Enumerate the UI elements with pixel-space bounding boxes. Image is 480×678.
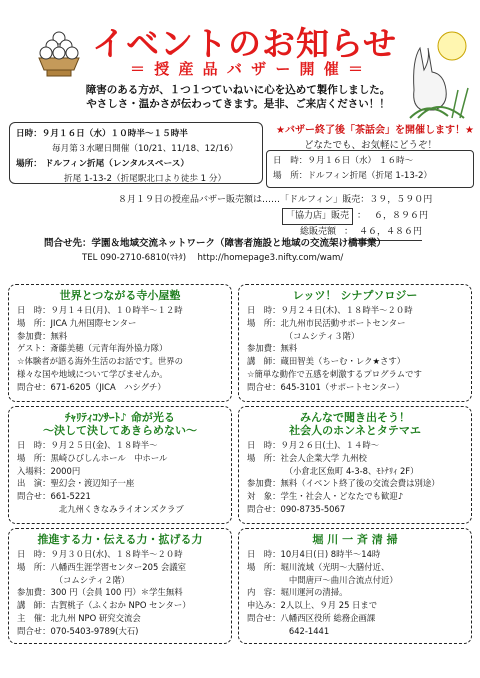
event-detail-line: 申込み：2人以上、９月 25 日まで	[247, 600, 378, 611]
tea-party-notice	[270, 124, 480, 137]
event-detail-line: 場 所：八幡西生涯学習センター205 会議室	[17, 561, 187, 572]
bazaar-place: 場所： ドルフィン折尾（レンタルスペース）	[16, 159, 189, 169]
event-detail-line: 内 容：堀川運河の清掃。	[247, 587, 348, 598]
page-subtitle: ＝ 授 産 品 バ ザ ー 開 催 ＝	[130, 60, 366, 78]
event-detail-line: 参加費：無料	[247, 343, 298, 354]
tea-headline: ★バザー終了後「茶話会」を開催します！★	[276, 125, 474, 136]
event-detail-line: 場 所：黒崎ひびしんホール 中ホール	[17, 452, 168, 463]
event-card	[238, 528, 472, 644]
event-card	[8, 528, 232, 644]
event-detail-line: 問合せ：661-5221	[17, 491, 91, 502]
event-detail-line: 様々な国や地域について学びませんか。	[17, 368, 168, 379]
event-detail-line: 日 時：９月３０日(水)、１８時半～２０時	[17, 549, 183, 559]
store-sales-row	[118, 208, 432, 225]
event-detail-line: 出 演：聖幻会・渡辺知子一座	[17, 478, 135, 489]
event-detail-line: 場 所：堀川流域（光明～大膳付近、	[247, 561, 390, 572]
bazaar-info-box	[9, 122, 263, 184]
event-detail-line: 642-1441	[247, 625, 330, 636]
event-title: 世界とつながる寺小屋塾	[59, 289, 181, 302]
event-detail-line: ゲスト：斎藤美穂（元青年海外協力隊）	[17, 343, 168, 354]
event-detail-line: （コムシティ３階）	[247, 330, 360, 341]
intro-text	[68, 83, 408, 111]
event-detail-line: 場 所：社会人企業大学 九州校	[247, 452, 367, 463]
event-detail-line: （コムシティ２階）	[17, 574, 130, 585]
event-card	[8, 284, 232, 402]
event-detail-line: 問合せ：070-5403-9789(大石)	[17, 625, 139, 636]
event-detail-line: 講 師：蔵田智美（ちーむ・レク★さす）	[247, 356, 406, 367]
intro-line: やさしさ・温かさが伝わってきます。是非、ご来店ください！！	[86, 98, 390, 110]
sales-report	[118, 193, 432, 241]
total-sales-label: 総販売額	[300, 227, 337, 237]
event-detail-line: 日 時：９月２５日(金)、１８時半～	[17, 440, 158, 450]
tea-date: 日 時：９月１６日（水） １６時～	[273, 156, 414, 166]
tea-info-box	[266, 150, 474, 188]
bazaar-address: 折尾 1-13-2（折尾駅北口より徒歩 1 分）	[64, 174, 227, 184]
event-detail-line: ☆簡単な動作で五感を刺激するプログラムです	[247, 368, 422, 379]
event-detail-line: 問合せ：671-6205（JICA ハシグチ）	[17, 381, 166, 392]
sales-line: ８月１９日の授産品バザー販売額は‥‥‥「ドルフィン」販売：３９，５９０円	[118, 195, 433, 205]
event-detail-line: 参加費：無料（イベント終了後の交流会費は別途）	[247, 478, 440, 489]
event-detail-line: 日 時：10月4日(日) 8時半～14時	[247, 549, 381, 559]
store-sales-value: ６，８９６円	[374, 211, 429, 221]
tea-place: 場 所：ドルフィン折尾（折尾 1-13-2）	[273, 171, 433, 181]
event-detail-line: 場 所：北九州市民活動サポートセンター	[247, 317, 406, 328]
event-detail-line: 日 時：９月１４日(月)、１０時半～１２時	[17, 305, 183, 315]
event-detail-line: 入場料：2000円	[17, 465, 81, 476]
event-title: 堀 川 一 斉 清 掃	[312, 533, 398, 546]
event-detail-line: 参加費：300 円（会員 100 円）＊学生無料	[17, 587, 183, 598]
event-detail-line: 問合せ：090-8735-5067	[247, 503, 346, 514]
event-detail-line: ☆体験者が語る海外生活のお話です。世界の	[17, 356, 183, 367]
total-sales-sep: ：	[344, 227, 354, 237]
event-title: ﾁｬﾘﾃｨｺﾝｻｰﾄ♪ 命が光る ～決して決してあきらめない～	[43, 411, 197, 437]
bazaar-date: 日時：９月１６日（水）１０時半～１５時半	[16, 129, 188, 139]
event-detail-line: 主 催：北九州 NPO 研究交流会	[17, 612, 141, 623]
event-detail-line: 参加費：無料	[17, 330, 68, 341]
event-detail-line: 日 時：９月２４日(木)、１８時半～２０時	[247, 305, 413, 315]
contact-tel-url[interactable]: TEL 090-2710-6810(ﾏｷﾀ) http://homepage3.nifty.com/wam/	[82, 253, 344, 263]
event-detail-line: 講 師：古賀桃子（ふくおか NPO センター）	[17, 600, 191, 611]
intro-line: 障害のある方が、１つ１つていねいに心を込めて製作しました。	[85, 84, 391, 96]
event-detail-line: 日 時：９月２６日(土)、１４時～	[247, 440, 380, 450]
event-detail-line: 対 象：学生・社会人・どなたでも歓迎♪	[247, 491, 404, 502]
event-title: レッツ！ シナプソロジー	[292, 289, 418, 302]
event-card	[8, 406, 232, 524]
event-card	[238, 406, 472, 524]
total-sales-value: ４６，４８６円	[353, 225, 422, 241]
page-title: イベントのお知らせ	[92, 24, 398, 63]
event-title: みんなで聞き出そう！ 社会人のホンネとタテマエ	[289, 411, 421, 437]
event-detail-line: 北九州くきなみライオンズクラブ	[17, 503, 184, 514]
moon-rabbit-illustration	[408, 30, 474, 120]
event-detail-line: 問合せ：645-3101（サポートセンター）	[247, 381, 404, 392]
event-detail-line: （小倉北区魚町 4-3-8、ﾓﾄﾅﾘｨ 2F）	[247, 465, 419, 476]
event-detail-line: 中間唐戸～曲川合流点付近）	[247, 574, 398, 585]
event-detail-line: 問合せ：八幡西区役所 総務企画課	[247, 612, 376, 623]
event-title: 推進する力・伝える力・拡げる力	[37, 533, 203, 546]
store-sales-label: 「協力店」販売	[282, 208, 353, 225]
event-detail-line: 場 所：JICA 九州国際センター	[17, 317, 137, 328]
tea-sub: どなたでも、お気軽にどうぞ！	[304, 140, 438, 151]
bazaar-schedule: 毎月第３水曜日開催（10/21、11/18、12/16）	[52, 144, 239, 154]
store-sales-sep: ：	[357, 211, 367, 221]
event-card	[238, 284, 472, 402]
dango-illustration	[34, 28, 84, 78]
contact-line: 問合せ先：学園＆地域交流ネットワーク（障害者施設と地域の交流架け橋事業）	[44, 238, 387, 249]
